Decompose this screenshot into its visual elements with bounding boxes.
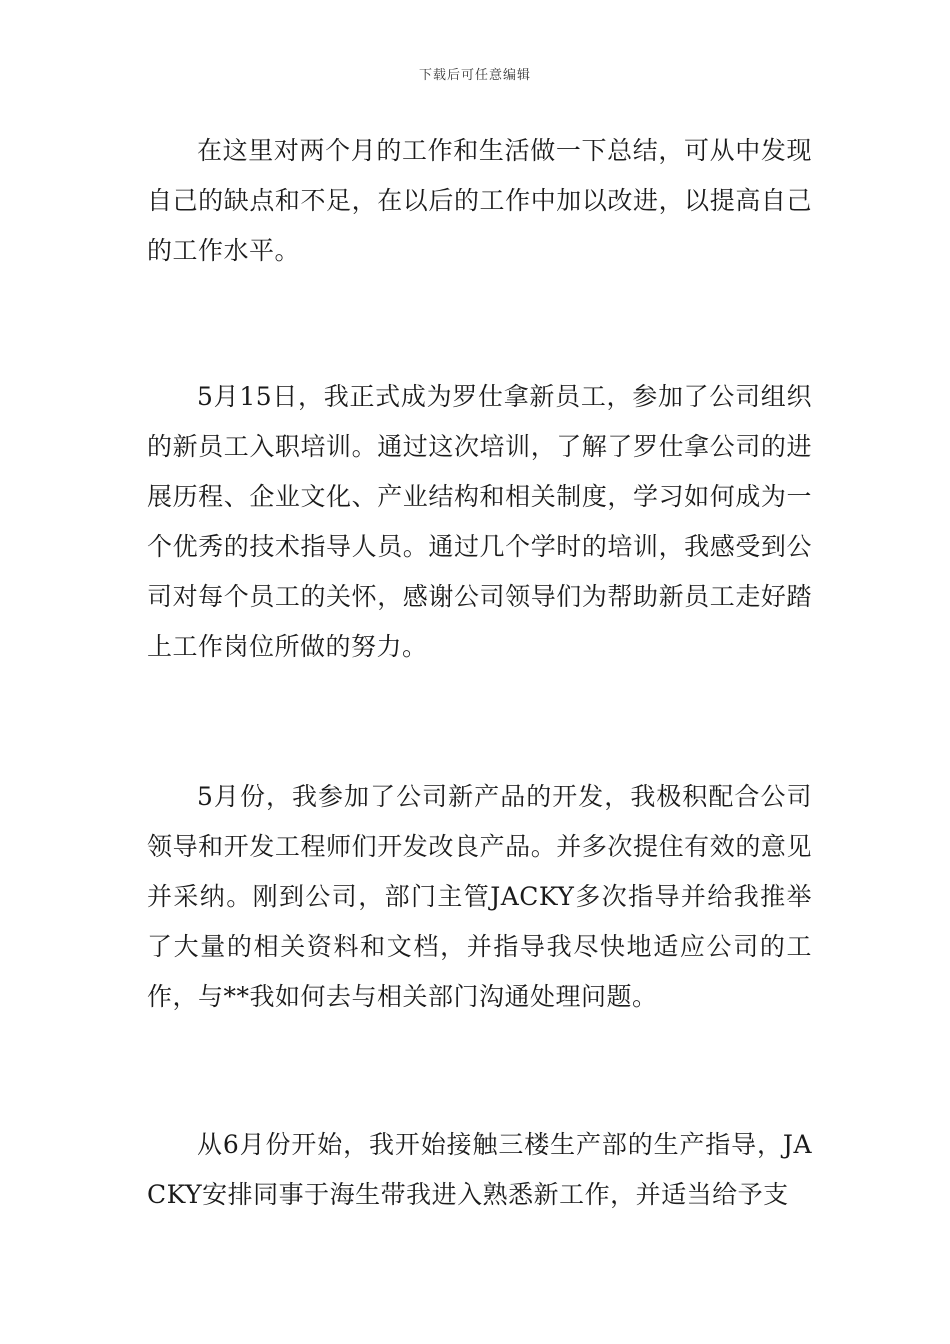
paragraph-production-guidance: 从6月份开始，我开始接触三楼生产部的生产指导，JACKY安排同事于海生带我进入熟悉新工作，并适当给予支 [147,1130,812,1209]
paragraph-onboarding-training: 5月15日，我正式成为罗仕拿新员工，参加了公司组织的新员工入职培训。通过这次培训，了解了罗仕拿公司的进展历程、企业文化、产业结构和相关制度，学习如何成为一个优秀的技术指导人员。通过几个学时的培训，我感受到公司对每个员工的关怀，感谢公司领导们为帮助新员工走好踏上工作岗位所做的努力。 [147,382,812,661]
header-note: 下载后可任意编辑 [418,68,531,83]
paragraph-product-development: 5月份，我参加了公司新产品的开发，我极积配合公司领导和开发工程师们开发改良产品。并多次提住有效的意见并采纳。刚到公司，部门主管JACKY多次指导并给我推举了大量的相关资料和文档，并指导我尽快地适应公司的工作，与**我如何去与相关部门沟通处理问题。 [147,782,812,1011]
paragraph-summary-intro: 在这里对两个月的工作和生活做一下总结，可从中发现自己的缺点和不足，在以后的工作中加以改进，以提高自己的工作水平。 [147,136,812,265]
